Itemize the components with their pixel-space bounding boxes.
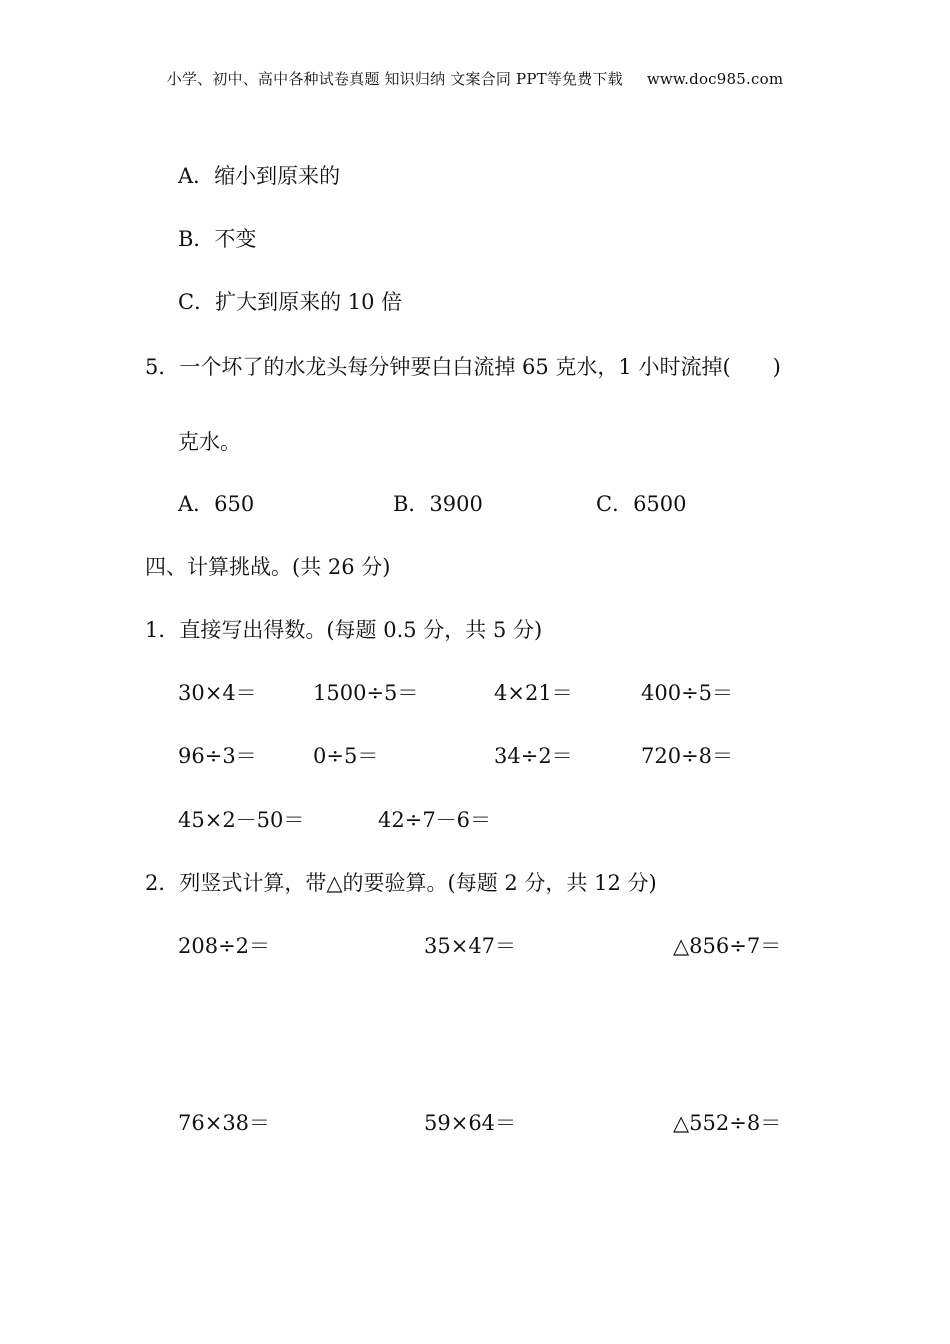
calc-q1-item: 42÷7－6＝ bbox=[378, 808, 492, 832]
calc-q1-item: 34÷2＝ bbox=[494, 744, 573, 768]
calc-q2-title: 2．列竖式计算，带△的要验算。(每题 2 分，共 12 分) bbox=[145, 871, 657, 895]
section4-title: 四、计算挑战。(共 26 分) bbox=[145, 555, 391, 579]
calc-q2-item: 208÷2＝ bbox=[178, 934, 271, 958]
calc-q1-item: 0÷5＝ bbox=[313, 744, 379, 768]
calc-q1-item: 45×2－50＝ bbox=[178, 808, 305, 832]
calc-q1-item: 96÷3＝ bbox=[178, 744, 257, 768]
page-header bbox=[0, 68, 950, 89]
header-site-link[interactable]: www.doc985.com bbox=[646, 70, 784, 88]
calc-q1-item: 30×4＝ bbox=[178, 681, 257, 705]
q5-option-a: A．650 bbox=[178, 492, 255, 516]
q5-stem-line1: 5．一个坏了的水龙头每分钟要白白流掉 65 克水，1 小时流掉( ) bbox=[145, 355, 781, 379]
calc-q2-item: 59×64＝ bbox=[424, 1111, 517, 1135]
calc-q2-item: △552÷8＝ bbox=[673, 1111, 782, 1135]
q4-option-c: C．扩大到原来的 10 倍 bbox=[178, 290, 403, 314]
q5-option-b: B．3900 bbox=[393, 492, 483, 516]
calc-q1-item: 4×21＝ bbox=[494, 681, 573, 705]
q5-option-c: C．6500 bbox=[596, 492, 687, 516]
calc-q1-item: 720÷8＝ bbox=[641, 744, 734, 768]
calc-q1-item: 400÷5＝ bbox=[641, 681, 734, 705]
q4-option-a: A．缩小到原来的 bbox=[178, 164, 341, 188]
q5-stem-line2: 克水。 bbox=[178, 430, 241, 454]
calc-q2-item: △856÷7＝ bbox=[673, 934, 782, 958]
calc-q2-item: 35×47＝ bbox=[424, 934, 517, 958]
calc-q1-item: 1500÷5＝ bbox=[313, 681, 419, 705]
q4-option-b: B．不变 bbox=[178, 227, 257, 251]
calc-q2-item: 76×38＝ bbox=[178, 1111, 271, 1135]
calc-q1-title: 1．直接写出得数。(每题 0.5 分，共 5 分) bbox=[145, 618, 543, 642]
header-text: 小学、初中、高中各种试卷真题 知识归纳 文案合同 PPT等免费下载 bbox=[166, 70, 623, 88]
